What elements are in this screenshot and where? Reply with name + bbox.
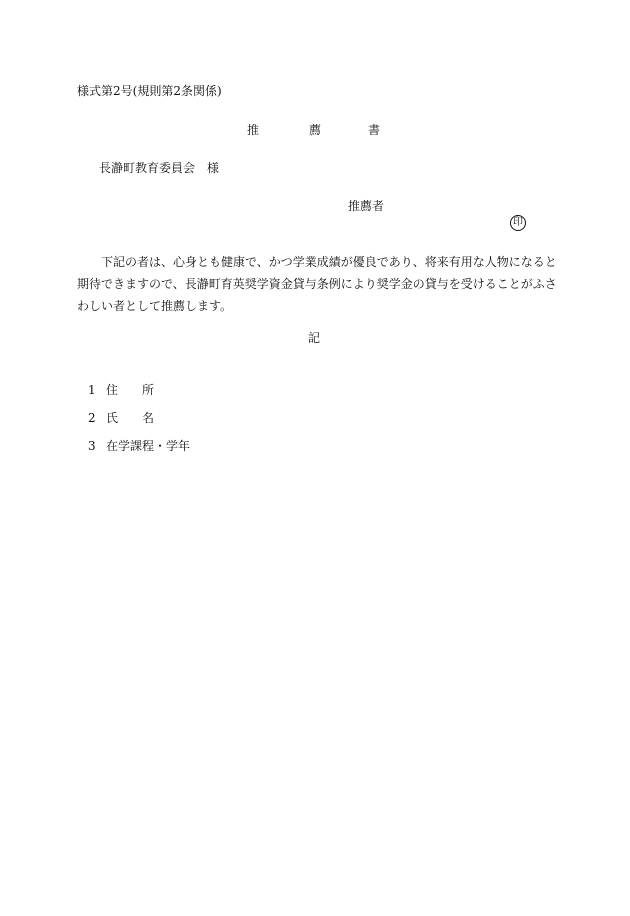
item-number: 2 [88,411,96,425]
title-char-2: 薦 [309,123,322,137]
title-char-1: 推 [247,123,260,137]
title-char-3: 書 [368,123,381,137]
item-number: 3 [88,439,96,453]
item-label-name: 氏 名 [106,411,155,425]
seal-mark-icon: 印 [510,215,526,231]
body-text: 下記の者は、心身とも健康で、かつ学業成績が優良であり、将来有用な人物になると期待できますので、長瀞町育英奨学資金貸与条例により奨学金の貸与を受けることがふさわしい者として推薦します。 [77,255,557,313]
addressee: 長瀞町教育委員会 様 [99,161,220,175]
body-paragraph [77,251,557,317]
item-label-address: 住 所 [106,383,155,397]
form-number: 様式第2号(規則第2条関係) [77,84,222,98]
item-label-course-year: 在学課程・学年 [106,439,191,453]
ki-heading: 記 [308,331,321,345]
item-number: 1 [88,383,96,397]
recommender-label: 推薦者 [348,199,385,213]
